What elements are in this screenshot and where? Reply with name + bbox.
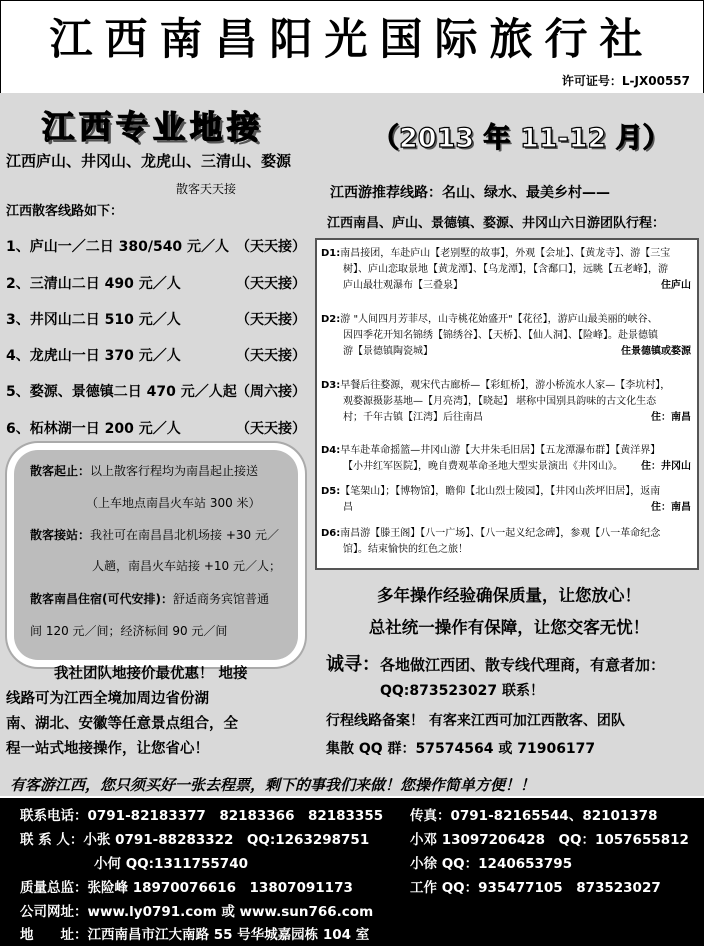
agency-name: 江西南昌阳光国际旅行社 <box>49 15 655 65</box>
route-item <box>6 418 306 438</box>
footer-phone: 联系电话：0791-82183377 82183366 82183355 <box>20 808 384 824</box>
promo-left <box>6 662 306 762</box>
itinerary-day <box>321 378 695 426</box>
day-stay: 住庐山 <box>661 280 691 291</box>
route-name: 2、三清山二日 490 元／人 <box>6 276 181 292</box>
footer-contact-2: 小邓 13097206428 QQ：1057655812 <box>410 832 689 848</box>
day-line: 南昌接团，车赴庐山【老别墅的故事】，外观【会址】、【黄龙寺】、游【三宝 <box>340 248 671 259</box>
recruit-line <box>326 650 665 676</box>
route-item <box>6 273 306 293</box>
recruit-record: 行程线路备案！ 有客来江西可加江西散客、团队 <box>326 713 625 729</box>
day-line: 昌 <box>343 502 353 513</box>
route-name: 1、庐山一／二日 380/540 元／人 <box>6 239 230 255</box>
recommend-title: 江西游推荐线路：名山、绿水、最美乡村—— <box>330 185 610 201</box>
footer <box>0 798 704 946</box>
day-line: 村；千年古镇【江湾】后往南昌 <box>343 412 483 423</box>
route-item <box>6 236 306 256</box>
pickup-info <box>30 526 279 543</box>
day-stay: 住：井冈山 <box>641 461 691 472</box>
period-label: （2013 年 11-12 月） <box>372 123 670 154</box>
day-stay: 住：南昌 <box>651 412 691 423</box>
regions-heading: 江西庐山、井冈山、龙虎山、三清山、婺源 <box>6 152 292 170</box>
tagline: 有客游江西，您只须买好一张去程票，剩下的事我们来做！您操作简单方便！！ <box>10 776 536 794</box>
itinerary-day <box>321 246 695 294</box>
day-line: 庐山最壮观瀑布【三叠泉】 <box>343 280 463 291</box>
banner-title: 江西专业地接 <box>42 108 265 146</box>
promo-line: 线路可为江西全境加周边省份湖 <box>6 691 209 707</box>
footer-fax: 传真：0791-82165544、82101378 <box>410 808 658 824</box>
day-stay: 住：南昌 <box>651 502 691 513</box>
recruit-text: 各地做江西团、散专线代理商，有意者加： <box>380 656 666 674</box>
footer-contact-1: 联 系 人：小张 0791-88283322 QQ:1263298751 <box>20 832 370 848</box>
day-line: 【笔架山】；【博物馆】，瞻仰【北山烈士陵园】，【井冈山茨坪旧居】，返南 <box>340 486 661 497</box>
recruit-label: 诚寻： <box>326 654 380 675</box>
license-number: 许可证号：L-JX00557 <box>561 74 690 88</box>
start-text: 以上散客行程均为南昌起止接送 <box>90 464 259 478</box>
day-line: 馆】。结束愉快的红色之旅！ <box>343 544 468 555</box>
promo-line: 程一站式地接操作，让您省心！ <box>6 741 209 757</box>
route-name: 4、龙虎山一日 370 元／人 <box>6 348 181 364</box>
day-label: D1: <box>321 248 341 259</box>
day-line: 早餐后往婺源，观宋代古廊桥—【彩虹桥】，游小桥流水人家—【李坑村】， <box>340 380 671 391</box>
recruit-qq: QQ:873523027 联系！ <box>380 683 544 699</box>
slogan-guarantee: 总社统一操作有保障，让您交客无忧！ <box>368 618 650 637</box>
day-line: 树】、庐山恋取景地【黄龙潭】、【乌龙潭】，【含鄱口】，远眺【五老峰】，游 <box>343 264 668 275</box>
start-note: （上车地点南昌火车站 300 米） <box>86 496 261 510</box>
day-label: D5: <box>321 486 341 497</box>
day-label: D3: <box>321 380 341 391</box>
hotel-label: 散客南昌住宿(可代安排)： <box>30 592 173 606</box>
route-name: 6、柘林湖一日 200 元／人 <box>6 421 181 437</box>
route-name: 3、井冈山二日 510 元／人 <box>6 312 181 328</box>
start-info <box>30 462 258 479</box>
footer-work-qq: 工作 QQ：935477105 873523027 <box>410 880 661 896</box>
route-tag: （天天接） <box>236 239 306 255</box>
pickup-text: 我社可在南昌昌北机场接 +30 元／ <box>90 528 279 542</box>
start-label: 散客起止： <box>30 464 91 478</box>
day-line: 【小井红军医院】，晚自费观革命圣地大型实景演出《井冈山》。 <box>343 461 623 472</box>
itinerary-day <box>321 484 695 516</box>
itinerary-day <box>321 526 695 558</box>
route-tag: （天天接） <box>236 276 306 292</box>
itinerary-box <box>315 238 699 570</box>
pickup-text-2: 人趟，南昌火车站接 +10 元／人； <box>92 559 281 573</box>
route-tag: （天天接） <box>236 312 306 328</box>
promo-line: 我社团队地接价最优惠！ 地接 <box>54 666 248 682</box>
footer-address: 地 址：江西南昌市江大南路 55 号华城嘉园栋 104 室 <box>20 927 370 943</box>
daily-note: 散客天天接 <box>176 182 237 196</box>
day-stay: 住景德镇或婺源 <box>621 346 691 357</box>
pickup-label: 散客接站： <box>30 528 91 542</box>
route-tag: （天天接） <box>236 348 306 364</box>
day-label: D2: <box>321 314 341 325</box>
route-tag: （天天接） <box>236 421 306 437</box>
route-item <box>6 345 306 365</box>
footer-contact-3: 小何 QQ:1311755740 <box>94 856 248 872</box>
day-line: 早车赴革命摇篮—井冈山游【大井朱毛旧居】【五龙潭瀑布群】【黄洋界】 <box>340 445 661 456</box>
day-line: 观婺源摄影基地—【月亮湾】，【晓起】 堪称中国别具韵味的古文化生态 <box>343 396 657 407</box>
recommend-subtitle: 江西南昌、庐山、景德镇、婺源、井冈山六日游团队行程： <box>327 216 666 231</box>
route-tag: （周六接） <box>236 384 306 400</box>
day-line: 因四季花开知名锦绣【锦绣谷】、【天桥】、【仙人洞】、【险峰】。赴景德镇 <box>343 330 658 341</box>
hotel-text-2: 间 120 元／间；经济标间 90 元／间 <box>30 624 228 638</box>
route-item <box>6 309 306 329</box>
footer-contact-4: 小徐 QQ：1240653795 <box>410 856 573 872</box>
day-line: 游 "人间四月芳菲尽，山寺桃花始盛开"【花径】，游庐山最美丽的峡谷、 <box>340 314 658 325</box>
day-line: 南昌游【滕王阁】【八一广场】、【八一起义纪念碑】，参观【八一革命纪念 <box>340 528 661 539</box>
routes-title: 江西散客线路如下： <box>6 204 124 219</box>
recruit-group: 集散 QQ 群：57574564 或 71906177 <box>326 741 596 757</box>
route-name: 5、婺源、景德镇二日 470 元／人起 <box>6 384 237 400</box>
itinerary-day <box>321 312 695 360</box>
hotel-info <box>30 590 269 607</box>
hotel-text: 舒适商务宾馆普通 <box>172 592 269 606</box>
day-label: D6: <box>321 528 341 539</box>
day-label: D4: <box>321 445 341 456</box>
slogan-quality: 多年操作经验确保质量，让您放心！ <box>377 586 641 605</box>
day-line: 游【景德镇陶瓷城】 <box>343 346 433 357</box>
route-item <box>6 381 306 401</box>
itinerary-day <box>321 443 695 475</box>
footer-website[interactable]: 公司网址：www.ly0791.com 或 www.sun766.com <box>20 904 374 920</box>
footer-supervisor: 质量总监：张险峰 18970076616 13807091173 <box>20 880 353 896</box>
promo-line: 南、湖北、安徽等任意景点组合，全 <box>6 716 238 732</box>
